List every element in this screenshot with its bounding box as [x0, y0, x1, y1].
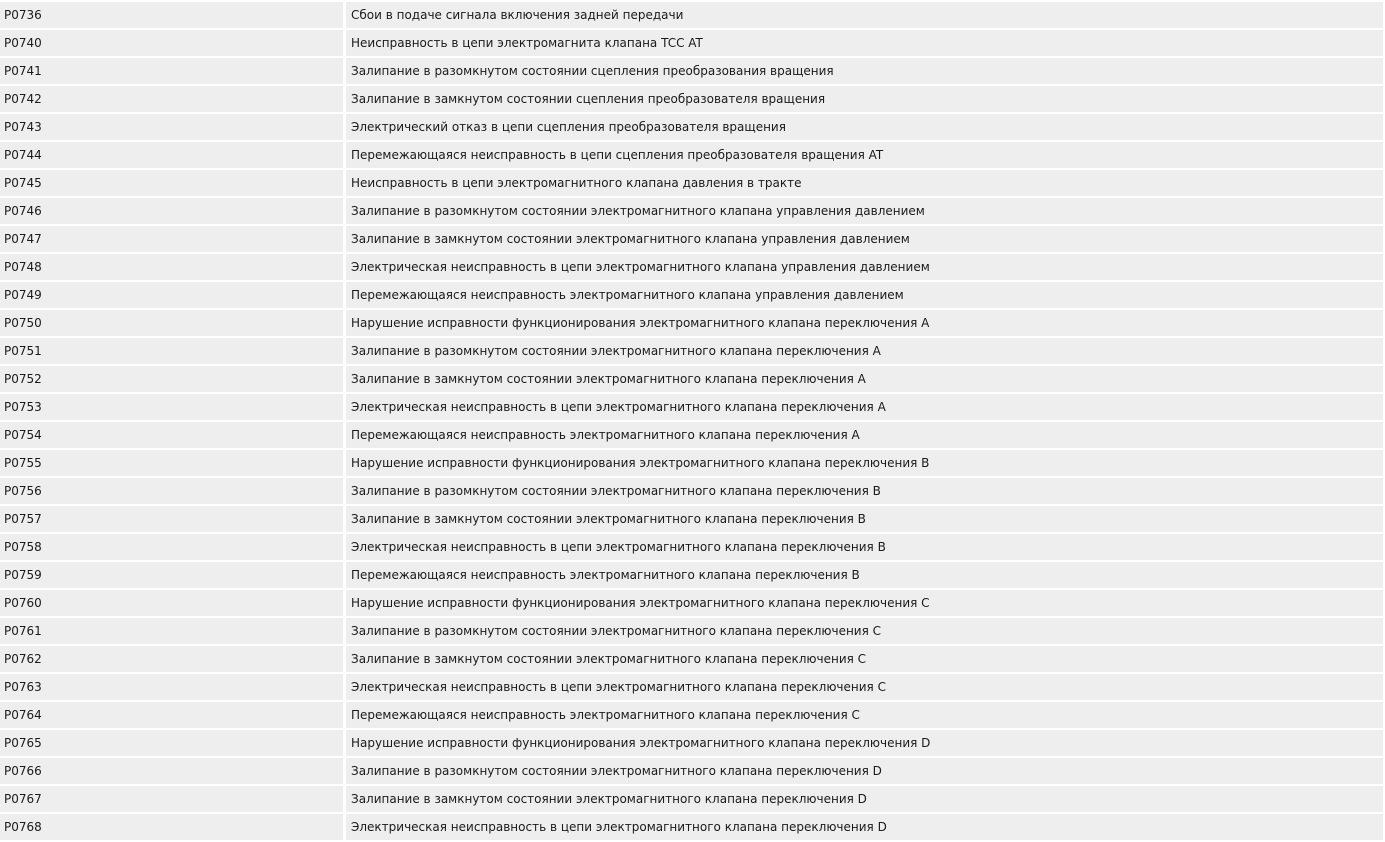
table-row — [0, 646, 1383, 674]
error-description-cell: Неисправность в цепи электромагнитного клапана давления в тракте — [346, 170, 1383, 198]
error-code-cell: P0765 — [0, 730, 346, 758]
error-code-cell: P0750 — [0, 310, 346, 338]
error-code-cell: P0762 — [0, 646, 346, 674]
table-row — [0, 814, 1383, 842]
error-code-cell: P0753 — [0, 394, 346, 422]
table-row — [0, 338, 1383, 366]
error-code-cell: P0748 — [0, 254, 346, 282]
table-row — [0, 702, 1383, 730]
error-code-cell: P0744 — [0, 142, 346, 170]
error-description-cell: Нарушение исправности функционирования электромагнитного клапана переключения D — [346, 730, 1383, 758]
error-code-cell: P0763 — [0, 674, 346, 702]
error-code-cell: P0761 — [0, 618, 346, 646]
error-description-cell: Нарушение исправности функционирования электромагнитного клапана переключения A — [346, 310, 1383, 338]
error-description-cell: Электрическая неисправность в цепи электромагнитного клапана переключения A — [346, 394, 1383, 422]
table-row — [0, 86, 1383, 114]
error-description-cell: Залипание в замкнутом состоянии электромагнитного клапана управления давлением — [346, 226, 1383, 254]
error-code-cell: P0760 — [0, 590, 346, 618]
error-code-cell: P0756 — [0, 478, 346, 506]
table-row — [0, 450, 1383, 478]
error-description-cell: Залипание в разомкнутом состоянии электромагнитного клапана управления давлением — [346, 198, 1383, 226]
error-code-cell: P0740 — [0, 30, 346, 58]
table-row — [0, 170, 1383, 198]
error-code-cell: P0743 — [0, 114, 346, 142]
error-code-cell: P0745 — [0, 170, 346, 198]
table-row — [0, 674, 1383, 702]
error-description-cell: Электрическая неисправность в цепи электромагнитного клапана управления давлением — [346, 254, 1383, 282]
table-row — [0, 366, 1383, 394]
error-code-cell: P0764 — [0, 702, 346, 730]
error-description-cell: Перемежающаяся неисправность электромагнитного клапана переключения A — [346, 422, 1383, 450]
error-code-cell: P0767 — [0, 786, 346, 814]
error-description-cell: Электрическая неисправность в цепи электромагнитного клапана переключения C — [346, 674, 1383, 702]
error-code-cell: P0755 — [0, 450, 346, 478]
error-description-cell: Залипание в разомкнутом состоянии электромагнитного клапана переключения D — [346, 758, 1383, 786]
table-row — [0, 282, 1383, 310]
error-code-cell: P0746 — [0, 198, 346, 226]
table-row — [0, 114, 1383, 142]
table-row — [0, 254, 1383, 282]
error-code-cell: P0741 — [0, 58, 346, 86]
table-row — [0, 226, 1383, 254]
error-description-cell: Залипание в разомкнутом состоянии электромагнитного клапана переключения A — [346, 338, 1383, 366]
error-description-cell: Неисправность в цепи электромагнита клапана TCC AT — [346, 30, 1383, 58]
error-code-cell: P0757 — [0, 506, 346, 534]
error-description-cell: Залипание в разомкнутом состоянии электромагнитного клапана переключения C — [346, 618, 1383, 646]
table-row — [0, 198, 1383, 226]
table-row — [0, 590, 1383, 618]
error-description-cell: Залипание в замкнутом состоянии электромагнитного клапана переключения B — [346, 506, 1383, 534]
error-description-cell: Нарушение исправности функционирования электромагнитного клапана переключения C — [346, 590, 1383, 618]
table-row — [0, 478, 1383, 506]
error-code-cell: P0768 — [0, 814, 346, 842]
error-code-cell: P0749 — [0, 282, 346, 310]
error-description-cell: Электрический отказ в цепи сцепления преобразователя вращения — [346, 114, 1383, 142]
table-row — [0, 562, 1383, 590]
table-row — [0, 730, 1383, 758]
error-description-cell: Перемежающаяся неисправность в цепи сцепления преобразователя вращения AT — [346, 142, 1383, 170]
table-row — [0, 758, 1383, 786]
error-code-cell: P0751 — [0, 338, 346, 366]
error-description-cell: Перемежающаяся неисправность электромагнитного клапана переключения C — [346, 702, 1383, 730]
error-code-cell: P0758 — [0, 534, 346, 562]
table-row — [0, 422, 1383, 450]
table-row — [0, 58, 1383, 86]
error-description-cell: Сбои в подаче сигнала включения задней передачи — [346, 2, 1383, 30]
error-description-cell: Залипание в разомкнутом состоянии электромагнитного клапана переключения B — [346, 478, 1383, 506]
error-description-cell: Нарушение исправности функционирования электромагнитного клапана переключения B — [346, 450, 1383, 478]
table-row — [0, 394, 1383, 422]
error-description-cell: Перемежающаяся неисправность электромагнитного клапана переключения B — [346, 562, 1383, 590]
table-row — [0, 142, 1383, 170]
error-code-cell: P0754 — [0, 422, 346, 450]
error-description-cell: Перемежающаяся неисправность электромагнитного клапана управления давлением — [346, 282, 1383, 310]
table-row — [0, 506, 1383, 534]
error-code-cell: P0736 — [0, 2, 346, 30]
table-row — [0, 310, 1383, 338]
error-code-cell: P0766 — [0, 758, 346, 786]
error-description-cell: Залипание в разомкнутом состоянии сцепления преобразования вращения — [346, 58, 1383, 86]
error-description-cell: Залипание в замкнутом состоянии электромагнитного клапана переключения C — [346, 646, 1383, 674]
error-code-cell: P0747 — [0, 226, 346, 254]
error-code-cell: P0742 — [0, 86, 346, 114]
table-row — [0, 786, 1383, 814]
error-description-cell: Залипание в замкнутом состоянии электромагнитного клапана переключения A — [346, 366, 1383, 394]
error-code-cell: P0759 — [0, 562, 346, 590]
error-codes-table-body — [0, 2, 1383, 842]
error-description-cell: Электрическая неисправность в цепи электромагнитного клапана переключения D — [346, 814, 1383, 842]
table-row — [0, 30, 1383, 58]
error-description-cell: Залипание в замкнутом состоянии сцепления преобразователя вращения — [346, 86, 1383, 114]
error-description-cell: Электрическая неисправность в цепи электромагнитного клапана переключения B — [346, 534, 1383, 562]
error-description-cell: Залипание в замкнутом состоянии электромагнитного клапана переключения D — [346, 786, 1383, 814]
error-code-cell: P0752 — [0, 366, 346, 394]
table-row — [0, 2, 1383, 30]
table-row — [0, 618, 1383, 646]
error-codes-table — [0, 2, 1383, 842]
table-row — [0, 534, 1383, 562]
